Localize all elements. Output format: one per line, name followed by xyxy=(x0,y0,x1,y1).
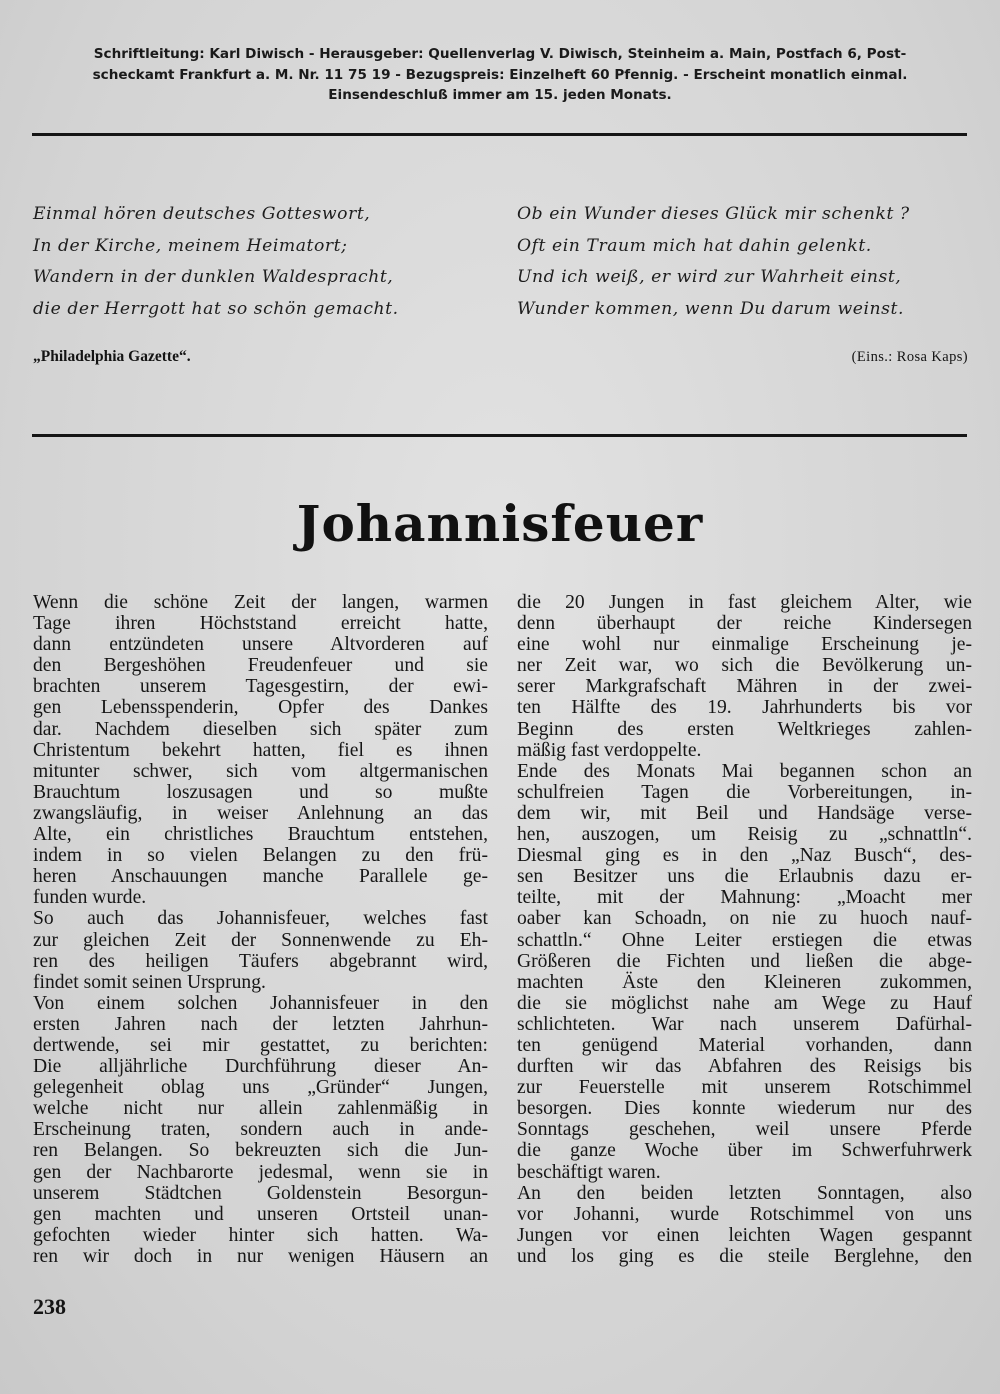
poem-line: die der Herrgott hat so schön gemacht. xyxy=(33,298,399,319)
article-line: zwangsläufig, in weiser Anlehnung an das xyxy=(33,802,488,824)
article-line: ten genügend Material vorhanden, dann xyxy=(517,1034,972,1056)
article-line: Tage ihren Höchststand erreicht hatte, xyxy=(33,613,488,635)
article-line: gen Lebensspenderin, Opfer des Dankes xyxy=(33,697,488,719)
article-line: schulfreien Tagen die Vorbereitungen, in- xyxy=(517,781,972,803)
article-line: vor Johanni, wurde Rotschimmel von uns xyxy=(517,1203,972,1225)
article-line: die ganze Woche über im Schwerfuhrwerk xyxy=(517,1140,972,1162)
article-right-column xyxy=(517,592,972,1267)
article-line: gen machten und unseren Ortsteil unan- xyxy=(33,1203,488,1225)
article-line: Brauchtum loszusagen und so mußte xyxy=(33,781,488,803)
article-line: ten Hälfte des 19. Jahrhunderts bis vor xyxy=(517,697,972,719)
article-line: Erscheinung traten, sondern auch in ande- xyxy=(33,1119,488,1141)
article-line: schattln.“ Ohne Leiter erstiegen die etwas xyxy=(517,929,972,951)
article-line: brachten unserem Tagesgestirn, der ewi- xyxy=(33,676,488,698)
article-line: findet somit seinen Ursprung. xyxy=(33,971,266,993)
article-line: So auch das Johannisfeuer, welches fast xyxy=(33,908,488,930)
article-line: Beginn des ersten Weltkrieges zahlen- xyxy=(517,718,972,740)
article-line: An den beiden letzten Sonntagen, also xyxy=(517,1182,972,1204)
article-line: Sonntags geschehen, weil unsere Pferde xyxy=(517,1119,972,1141)
top-divider xyxy=(32,133,967,136)
article-line: sen Besitzer uns die Erlaubnis dazu er- xyxy=(517,866,972,888)
article-line: unserem Städtchen Goldenstein Besorgun- xyxy=(33,1182,488,1204)
article-line: ren wir doch in nur wenigen Häusern an xyxy=(33,1245,488,1267)
masthead-line-1: Schriftleitung: Karl Diwisch - Herausgeber: Quellenverlag V. Diwisch, Steinheim a. Main, Postfach 6, Post- xyxy=(93,46,907,62)
article-line: ren Belangen. So bekreuzten sich die Jun- xyxy=(33,1140,488,1162)
article-line: gefochten wieder hinter sich hatten. Wa- xyxy=(33,1224,488,1246)
article-line: welche nicht nur allein zahlenmäßig in xyxy=(33,1098,488,1120)
poem-left-stanza xyxy=(33,199,473,325)
poem-line: Ob ein Wunder dieses Glück mir schenkt ? xyxy=(517,204,910,224)
article-line: mitunter schwer, sich vom altgermanischen xyxy=(33,760,488,782)
article-line: dann entzündeten unsere Altvorderen auf xyxy=(33,634,488,656)
article-line: gen der Nachbarorte jedesmal, wenn sie in xyxy=(33,1161,488,1183)
article-line: beschäftigt waren. xyxy=(517,1161,661,1183)
article-line: Diesmal ging es in den „Naz Busch“, des- xyxy=(517,845,972,867)
article-line: gelegenheit oblag uns „Gründer“ Jungen, xyxy=(33,1077,488,1099)
masthead-line-2: scheckamt Frankfurt a. M. Nr. 11 75 19 - Bezugspreis: Einzelheft 60 Pfennig. - Erscheint monatlich einmal. xyxy=(92,66,908,83)
article-line: Alte, ein christliches Brauchtum entstehen, xyxy=(33,824,488,846)
masthead-line-3: Einsendeschluß immer am 15. jeden Monats. xyxy=(328,87,672,103)
poem-line: Wandern in der dunklen Waldespracht, xyxy=(33,267,394,287)
poem-line: Einmal hören deutsches Gotteswort, xyxy=(33,204,371,224)
article-line: ersten Jahren nach der letzten Jahrhun- xyxy=(33,1013,488,1035)
poem-right-stanza xyxy=(517,199,967,325)
page-number: 238 xyxy=(33,1294,66,1319)
article-line: zur Feuerstelle mit unserem Rotschimmel xyxy=(517,1077,972,1099)
article-line: durften wir das Abfahren des Reisigs bis xyxy=(517,1056,972,1078)
article-line: serer Markgrafschaft Mähren in der zwei- xyxy=(517,676,972,698)
poem-line: In der Kirche, meinem Heimatort; xyxy=(33,235,348,256)
article-line: Größeren die Fichten und ließen die abge- xyxy=(517,950,972,972)
article-line: dertwende, sei mir gestattet, zu berichten: xyxy=(33,1034,488,1056)
article-line: indem in so vielen Belangen zu den frü- xyxy=(33,845,488,867)
poem-credit: (Eins.: Rosa Kaps) xyxy=(851,349,968,365)
article-title: Johannisfeuer xyxy=(296,494,704,553)
article-line: dem wir, mit Beil und Handsäge verse- xyxy=(517,802,972,824)
article-line: funden wurde. xyxy=(33,887,147,909)
section-divider xyxy=(32,434,967,437)
article-line: Jungen vor einen leichten Wagen gespannt xyxy=(517,1224,972,1246)
article-line: Ende des Monats Mai begannen schon an xyxy=(517,760,972,782)
article-left-column xyxy=(33,592,488,1267)
article-line: oaber kan Schoadn, on nie zu huoch nauf- xyxy=(517,908,972,930)
article-line: hen, auszogen, um Reisig zu „schnattln“. xyxy=(517,824,972,846)
article-line: eine wohl nur einmalige Erscheinung je- xyxy=(517,634,972,656)
article-line: teilte, mit der Mahnung: „Moacht mer xyxy=(517,887,972,909)
article-line: Die alljährliche Durchführung dieser An- xyxy=(33,1056,488,1078)
article-line: besorgen. Dies konnte wiederum nur des xyxy=(517,1098,972,1120)
article-line: machten Äste den Kleineren zukommen, xyxy=(517,971,972,993)
poem-line: Wunder kommen, wenn Du darum weinst. xyxy=(517,298,905,319)
article-line: den Bergeshöhen Freudenfeuer und sie xyxy=(33,655,488,677)
poem-line: Oft ein Traum mich hat dahin gelenkt. xyxy=(517,235,872,256)
article-line: denn überhaupt der reiche Kindersegen xyxy=(517,613,972,635)
article-line: heren Anschauungen manche Parallele ge- xyxy=(33,866,488,888)
article-line: Christentum bekehrt hatten, fiel es ihnen xyxy=(33,739,488,761)
article-line: schlichteten. War nach unserem Dafürhal- xyxy=(517,1013,972,1035)
article-line: die 20 Jungen in fast gleichem Alter, wie xyxy=(517,592,972,613)
article-line: die sie möglichst nahe am Wege zu Hauf xyxy=(517,992,972,1014)
article-line: ner Zeit war, wo sich die Bevölkerung un- xyxy=(517,655,972,677)
article-line: Wenn die schöne Zeit der langen, warmen xyxy=(33,592,488,613)
article-line: Von einem solchen Johannisfeuer in den xyxy=(33,992,488,1014)
poem-source: „Philadelphia Gazette“. xyxy=(33,348,191,365)
article-line: ren des heiligen Täufers abgebrannt wird, xyxy=(33,950,488,972)
poem-line: Und ich weiß, er wird zur Wahrheit einst, xyxy=(517,267,902,287)
article-line: und los ging es die steile Berglehne, den xyxy=(517,1245,972,1267)
article-line: zur gleichen Zeit der Sonnenwende zu Eh- xyxy=(33,929,488,951)
article-line: dar. Nachdem dieselben sich später zum xyxy=(33,718,488,740)
masthead xyxy=(30,44,970,106)
article-line: mäßig fast verdoppelte. xyxy=(517,739,702,761)
